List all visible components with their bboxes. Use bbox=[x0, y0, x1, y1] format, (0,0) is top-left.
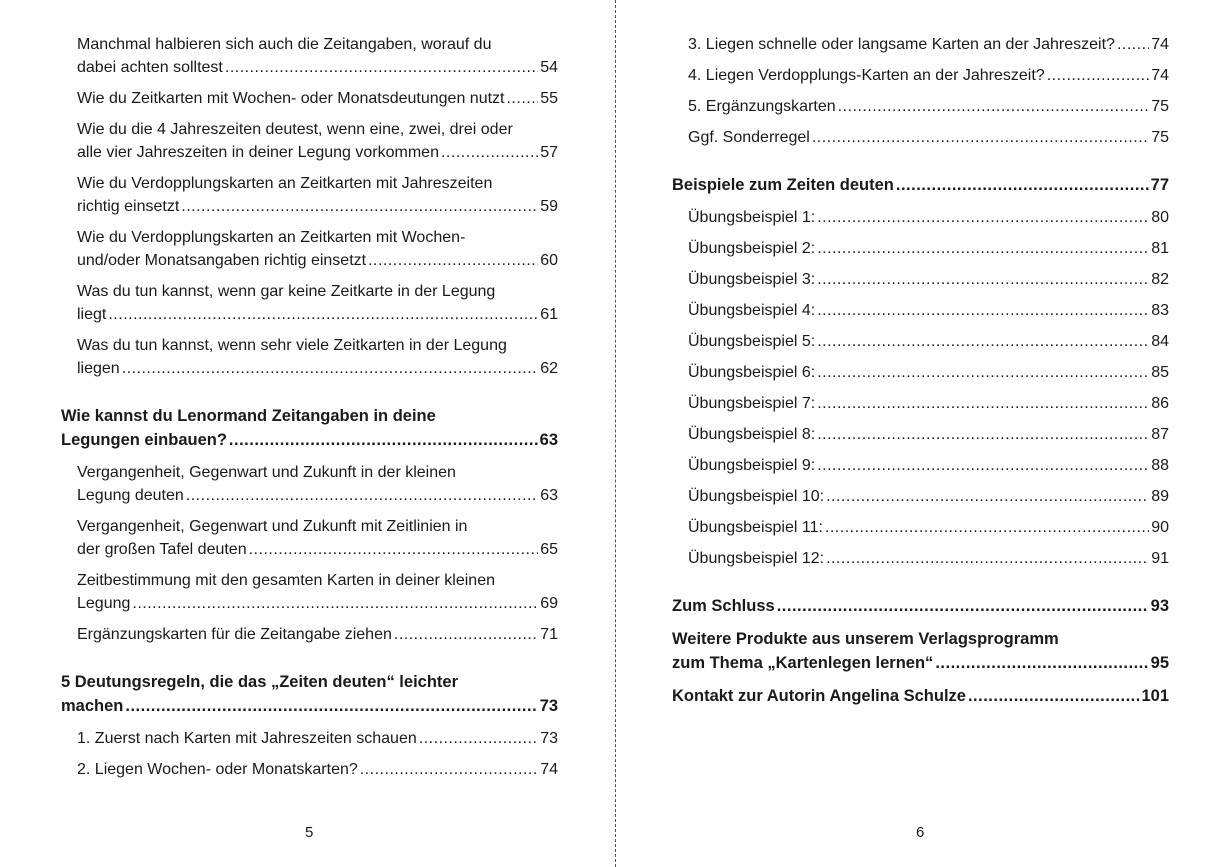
dot-leader bbox=[441, 141, 538, 164]
toc-page-number: 61 bbox=[540, 306, 558, 323]
toc-entry-text-line1: Was du tun kannst, wenn sehr viele Zeitkarten in der Legung bbox=[77, 337, 507, 354]
toc-chapter-text-line1: 5 Deutungsregeln, die das „Zeiten deuten“ leichter bbox=[61, 673, 458, 691]
toc-page-number: 63 bbox=[540, 487, 558, 504]
toc-entry[interactable] bbox=[672, 392, 1169, 415]
toc-entry-text: Übungsbeispiel 9: bbox=[688, 457, 816, 474]
toc-entry-text-line2: richtig einsetzt bbox=[77, 198, 180, 215]
dot-leader bbox=[1117, 33, 1149, 56]
dot-leader bbox=[419, 727, 538, 750]
toc-entry-text: Übungsbeispiel 2: bbox=[688, 240, 816, 257]
toc-entry-text: Wie du Zeitkarten mit Wochen- oder Monatsdeutungen nutzt bbox=[77, 90, 505, 107]
dot-leader bbox=[249, 538, 539, 561]
toc-chapter-text: Kontakt zur Autorin Angelina Schulze bbox=[672, 687, 966, 705]
toc-chapter-entry[interactable] bbox=[61, 404, 558, 452]
toc-chapter-text-line2: zum Thema „Kartenlegen lernen“ bbox=[672, 654, 934, 672]
dot-leader bbox=[186, 484, 538, 507]
toc-entry[interactable] bbox=[672, 361, 1169, 384]
toc-page-number: 75 bbox=[1151, 98, 1169, 115]
toc-entry-text: 4. Liegen Verdopplungs-Karten an der Jahreszeit? bbox=[688, 67, 1045, 84]
toc-entry[interactable] bbox=[672, 547, 1169, 570]
toc-entry[interactable] bbox=[61, 515, 558, 561]
dot-leader bbox=[125, 694, 537, 718]
toc-entry-text-line1: Vergangenheit, Gegenwart und Zukunft mit Zeitlinien in bbox=[77, 518, 468, 535]
toc-page-number: 101 bbox=[1141, 687, 1169, 705]
toc-entry-text-line2: liegen bbox=[77, 360, 120, 377]
toc-entry-text: Übungsbeispiel 7: bbox=[688, 395, 816, 412]
toc-page-number: 90 bbox=[1151, 519, 1169, 536]
toc-chapter-entry[interactable] bbox=[672, 627, 1169, 675]
dot-leader bbox=[394, 623, 538, 646]
toc-entry[interactable] bbox=[672, 64, 1169, 87]
toc-entry[interactable] bbox=[672, 423, 1169, 446]
toc-page-number: 82 bbox=[1151, 271, 1169, 288]
toc-entry[interactable] bbox=[61, 172, 558, 218]
dot-leader bbox=[896, 173, 1149, 197]
toc-entry-text-line2: alle vier Jahreszeiten in deiner Legung vorkommen bbox=[77, 144, 439, 161]
toc-entry[interactable] bbox=[672, 206, 1169, 229]
dot-leader bbox=[229, 428, 538, 452]
page-number-footer: 6 bbox=[916, 824, 925, 841]
toc-page-number: 74 bbox=[540, 761, 558, 778]
toc-entry[interactable] bbox=[61, 280, 558, 326]
toc-entry-text-line1: Wie du die 4 Jahreszeiten deutest, wenn eine, zwei, drei oder bbox=[77, 121, 513, 138]
toc-page-number: 69 bbox=[540, 595, 558, 612]
toc-entry[interactable] bbox=[672, 95, 1169, 118]
toc-left bbox=[61, 33, 558, 789]
toc-entry-text: Übungsbeispiel 11: bbox=[688, 519, 823, 536]
toc-entry-text-line1: Wie du Verdopplungskarten an Zeitkarten mit Jahreszeiten bbox=[77, 175, 493, 192]
dot-leader bbox=[838, 95, 1150, 118]
toc-chapter-text-line1: Wie kannst du Lenormand Zeitangaben in deine bbox=[61, 407, 436, 425]
toc-chapter-text: Zum Schluss bbox=[672, 597, 775, 615]
toc-entry-text: Übungsbeispiel 8: bbox=[688, 426, 816, 443]
toc-chapter-text-line1: Weitere Produkte aus unserem Verlagsprogramm bbox=[672, 630, 1059, 648]
toc-page-number: 83 bbox=[1151, 302, 1169, 319]
toc-entry[interactable] bbox=[672, 268, 1169, 291]
toc-chapter-entry[interactable] bbox=[672, 173, 1169, 197]
toc-entry[interactable] bbox=[61, 623, 558, 646]
toc-chapter-text-line2: Legungen einbauen? bbox=[61, 431, 227, 449]
toc-entry-text-line2: Legung deuten bbox=[77, 487, 184, 504]
toc-page-number: 65 bbox=[540, 541, 558, 558]
toc-entry-text: Übungsbeispiel 1: bbox=[688, 209, 816, 226]
toc-page-number: 84 bbox=[1151, 333, 1169, 350]
toc-entry[interactable] bbox=[672, 237, 1169, 260]
toc-entry-text: Übungsbeispiel 10: bbox=[688, 488, 825, 505]
toc-page-number: 73 bbox=[539, 697, 558, 715]
dot-leader bbox=[122, 357, 539, 380]
dot-leader bbox=[225, 56, 538, 79]
toc-entry[interactable] bbox=[61, 226, 558, 272]
toc-chapter-entry[interactable] bbox=[672, 594, 1169, 618]
toc-entry-text: Ggf. Sonderregel bbox=[688, 129, 810, 146]
toc-entry[interactable] bbox=[61, 33, 558, 79]
toc-entry-text-line2: liegt bbox=[77, 306, 107, 323]
toc-entry[interactable] bbox=[672, 33, 1169, 56]
toc-entry-text: Ergänzungskarten für die Zeitangabe ziehen bbox=[77, 626, 392, 643]
toc-page-number: 63 bbox=[539, 431, 558, 449]
dot-leader bbox=[817, 206, 1149, 229]
dot-leader bbox=[132, 592, 538, 615]
dot-leader bbox=[817, 423, 1149, 446]
toc-page-number: 77 bbox=[1150, 176, 1169, 194]
dot-leader bbox=[1047, 64, 1150, 87]
toc-page-number: 87 bbox=[1151, 426, 1169, 443]
toc-page-number: 74 bbox=[1151, 67, 1169, 84]
toc-page-number: 75 bbox=[1151, 129, 1169, 146]
toc-entry-text: 5. Ergänzungskarten bbox=[688, 98, 836, 115]
toc-page-number: 91 bbox=[1151, 550, 1169, 567]
toc-page-number: 71 bbox=[540, 626, 558, 643]
left-page bbox=[0, 0, 615, 867]
toc-entry[interactable] bbox=[672, 516, 1169, 539]
toc-page-number: 81 bbox=[1151, 240, 1169, 257]
toc-entry[interactable] bbox=[672, 299, 1169, 322]
toc-entry-text: 1. Zuerst nach Karten mit Jahreszeiten schauen bbox=[77, 730, 417, 747]
toc-page-number: 80 bbox=[1151, 209, 1169, 226]
dot-leader bbox=[817, 392, 1149, 415]
toc-entry-text-line1: Manchmal halbieren sich auch die Zeitangaben, worauf du bbox=[77, 36, 492, 53]
dot-leader bbox=[812, 126, 1149, 149]
toc-entry-text-line2: Legung bbox=[77, 595, 131, 612]
toc-entry-text: 3. Liegen schnelle oder langsame Karten an der Jahreszeit? bbox=[688, 36, 1115, 53]
toc-entry-text-line2: und/oder Monatsangaben richtig einsetzt bbox=[77, 252, 367, 269]
toc-page-number: 60 bbox=[540, 252, 558, 269]
toc-right bbox=[672, 33, 1169, 717]
dot-leader bbox=[935, 651, 1148, 675]
dot-leader bbox=[826, 485, 1149, 508]
dot-leader bbox=[817, 237, 1149, 260]
toc-chapter-text: Beispiele zum Zeiten deuten bbox=[672, 176, 894, 194]
dot-leader bbox=[826, 547, 1149, 570]
toc-chapter-text-line2: machen bbox=[61, 697, 124, 715]
dot-leader bbox=[968, 684, 1140, 708]
page-number-footer: 5 bbox=[305, 824, 314, 841]
toc-page-number: 89 bbox=[1151, 488, 1169, 505]
toc-entry-text-line1: Was du tun kannst, wenn gar keine Zeitkarte in der Legung bbox=[77, 283, 496, 300]
toc-page-number: 55 bbox=[540, 90, 558, 107]
toc-chapter-entry[interactable] bbox=[672, 684, 1169, 708]
toc-page-number: 59 bbox=[540, 198, 558, 215]
toc-entry[interactable] bbox=[61, 87, 558, 110]
dot-leader bbox=[817, 330, 1149, 353]
toc-entry[interactable] bbox=[61, 569, 558, 615]
toc-page-number: 73 bbox=[540, 730, 558, 747]
toc-entry-text: Übungsbeispiel 6: bbox=[688, 364, 816, 381]
toc-entry-text-line1: Wie du Verdopplungskarten an Zeitkarten mit Wochen- bbox=[77, 229, 466, 246]
toc-entry[interactable] bbox=[672, 330, 1169, 353]
toc-page-number: 85 bbox=[1151, 364, 1169, 381]
dot-leader bbox=[108, 303, 538, 326]
dot-leader bbox=[825, 516, 1149, 539]
toc-entry-text-line1: Zeitbestimmung mit den gesamten Karten in deiner kleinen bbox=[77, 572, 495, 589]
toc-entry-text: Übungsbeispiel 12: bbox=[688, 550, 825, 567]
toc-page-number: 88 bbox=[1151, 457, 1169, 474]
dot-leader bbox=[817, 268, 1149, 291]
toc-entry[interactable] bbox=[672, 485, 1169, 508]
dot-leader bbox=[817, 361, 1149, 384]
dot-leader bbox=[506, 87, 538, 110]
toc-entry-text: Übungsbeispiel 4: bbox=[688, 302, 816, 319]
toc-page-number: 86 bbox=[1151, 395, 1169, 412]
dot-leader bbox=[360, 758, 538, 781]
toc-page-number: 54 bbox=[540, 59, 558, 76]
toc-entry[interactable] bbox=[61, 727, 558, 750]
dot-leader bbox=[181, 195, 538, 218]
toc-page-number: 62 bbox=[540, 360, 558, 377]
toc-entry[interactable] bbox=[672, 454, 1169, 477]
toc-chapter-entry[interactable] bbox=[61, 670, 558, 718]
right-page bbox=[617, 0, 1232, 867]
dot-leader bbox=[368, 249, 538, 272]
dot-leader bbox=[817, 454, 1149, 477]
toc-entry[interactable] bbox=[61, 118, 558, 164]
toc-page-number: 95 bbox=[1150, 654, 1169, 672]
toc-page-number: 93 bbox=[1150, 597, 1169, 615]
toc-entry[interactable] bbox=[61, 334, 558, 380]
toc-entry-text-line2: der großen Tafel deuten bbox=[77, 541, 247, 558]
dot-leader bbox=[817, 299, 1149, 322]
toc-entry[interactable] bbox=[61, 461, 558, 507]
toc-entry-text-line1: Vergangenheit, Gegenwart und Zukunft in der kleinen bbox=[77, 464, 456, 481]
toc-entry-text: Übungsbeispiel 3: bbox=[688, 271, 816, 288]
toc-page-number: 74 bbox=[1151, 36, 1169, 53]
toc-entry-text: 2. Liegen Wochen- oder Monatskarten? bbox=[77, 761, 358, 778]
dot-leader bbox=[777, 594, 1149, 618]
toc-entry-text: Übungsbeispiel 5: bbox=[688, 333, 816, 350]
toc-entry[interactable] bbox=[61, 758, 558, 781]
page-divider bbox=[615, 0, 616, 867]
toc-page-number: 57 bbox=[540, 144, 558, 161]
toc-entry-text-line2: dabei achten solltest bbox=[77, 59, 223, 76]
toc-entry[interactable] bbox=[672, 126, 1169, 149]
